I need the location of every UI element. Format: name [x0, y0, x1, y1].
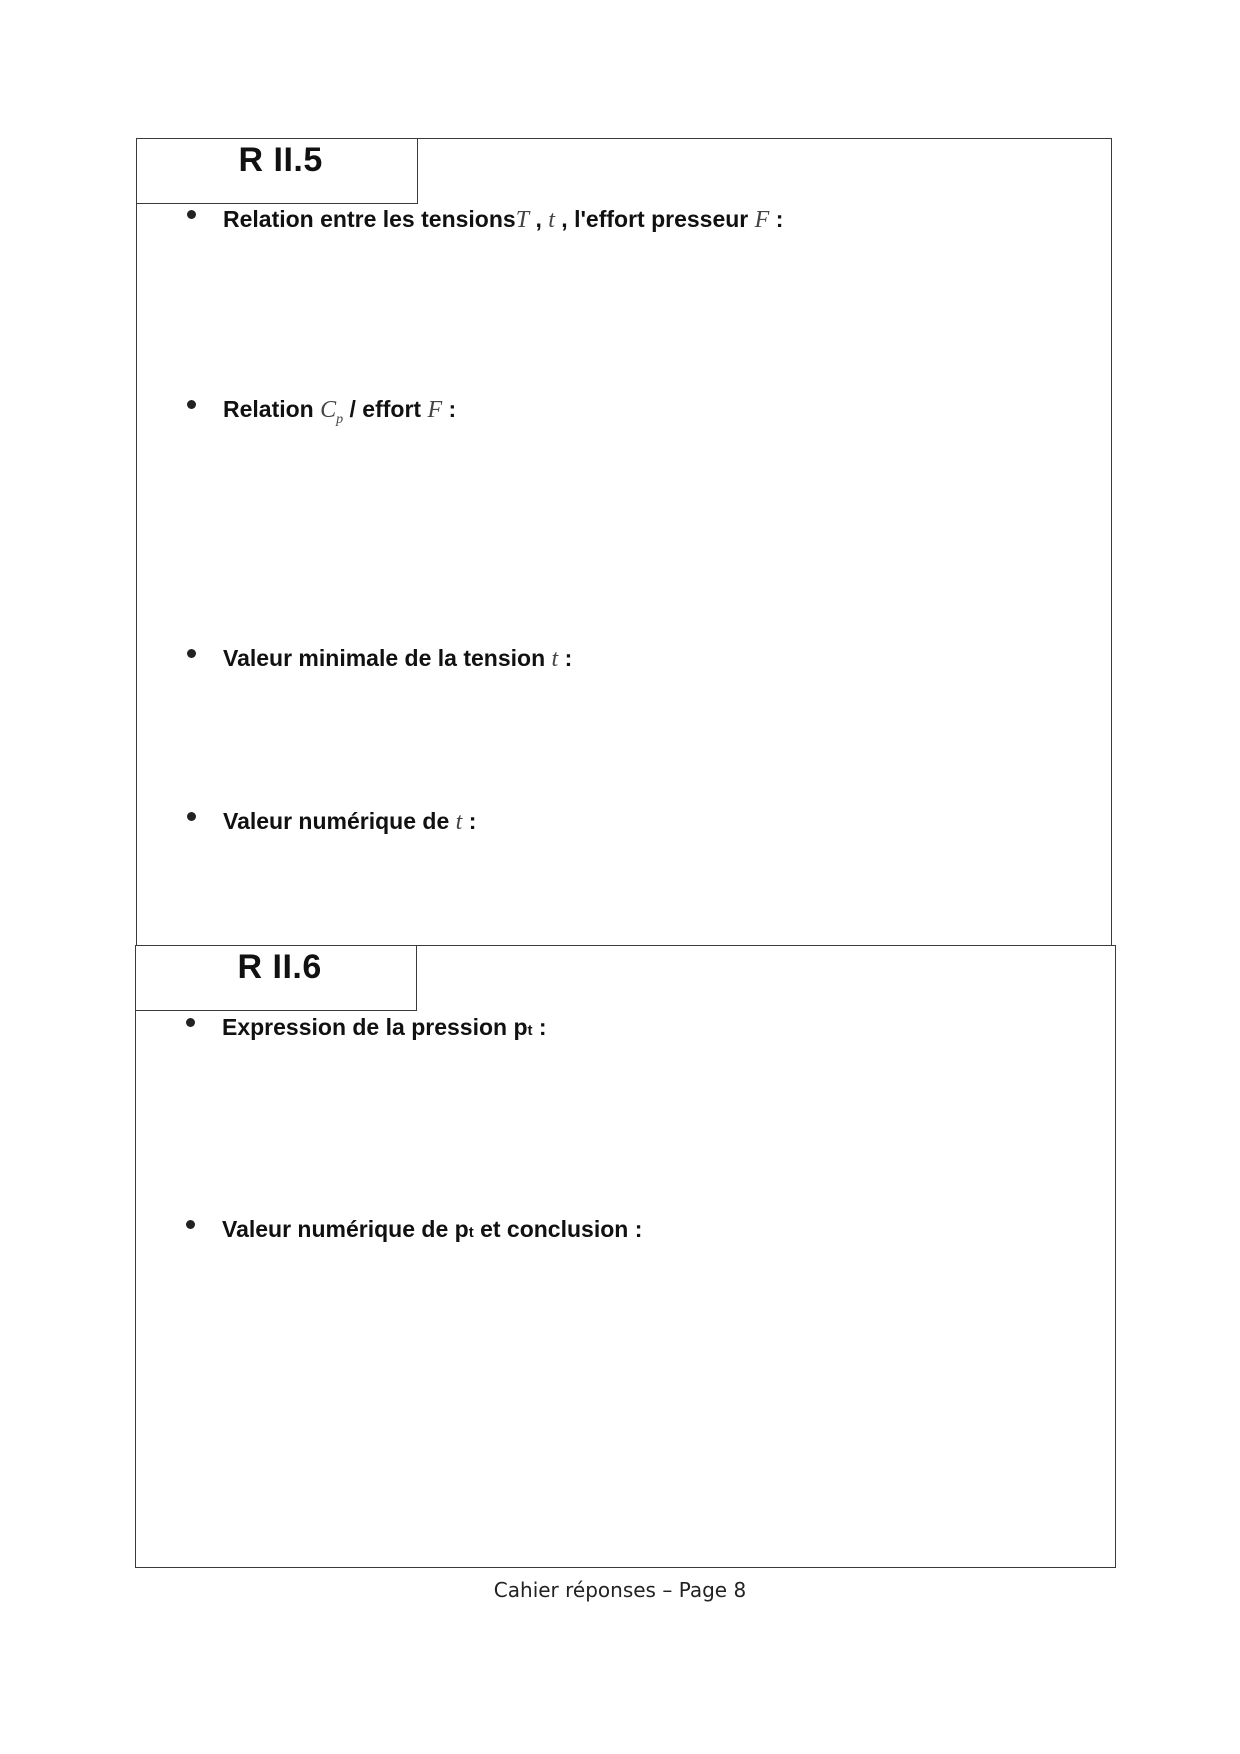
item-text: Relation entre les tensions [223, 206, 516, 232]
math-subscript: p [336, 412, 344, 427]
item-text: , [529, 206, 549, 232]
math-var-F: F [427, 397, 443, 423]
bullet-icon [186, 1025, 222, 1035]
answer-section-rII5 [136, 138, 1112, 946]
math-var-F: F [754, 207, 770, 233]
section-title: R II.5 [238, 140, 323, 179]
bullet-item-expression-pression [186, 1014, 547, 1041]
bullet-item-valeur-minimale [187, 645, 572, 673]
math-var-t: t [551, 646, 559, 672]
math-var-C: $C_p$ [320, 397, 344, 427]
item-text: Valeur numérique de [223, 808, 456, 834]
bullet-icon [186, 1227, 222, 1237]
bullet-item-relation-cp [187, 396, 456, 428]
bullet-icon [187, 819, 223, 829]
bullet-icon [187, 656, 223, 666]
math-var-t: t [455, 809, 463, 835]
item-text: : [769, 206, 784, 232]
subscript-t: t [527, 1022, 533, 1039]
bullet-item-valeur-numerique-pt [186, 1216, 642, 1243]
section-title: R II.6 [237, 947, 322, 986]
item-text: : [442, 396, 457, 422]
bullet-icon [187, 217, 223, 227]
item-text: : [462, 808, 477, 834]
answer-section-rII6 [135, 945, 1116, 1568]
item-text: , l'effort presseur [554, 206, 755, 232]
bullet-item-valeur-numerique-t [187, 808, 476, 836]
section-label-box [136, 138, 418, 204]
item-text: Relation [223, 396, 321, 422]
math-var-t: t [548, 207, 555, 233]
item-text: Valeur minimale de la tension [223, 645, 552, 671]
item-text: Valeur numérique de p [222, 1216, 469, 1242]
item-text: Expression de la pression p [222, 1014, 528, 1040]
subscript-t: t [468, 1224, 474, 1241]
page-footer: Cahier réponses – Page 8 [493, 1578, 747, 1602]
bullet-icon [187, 407, 223, 417]
item-text: et conclusion : [473, 1216, 643, 1242]
item-text: : [532, 1014, 547, 1040]
bullet-item-relation-tensions [187, 206, 783, 234]
math-var-T: T [515, 207, 530, 233]
item-text: : [558, 645, 573, 671]
section-label-box [135, 945, 417, 1011]
item-text: / effort [343, 396, 428, 422]
